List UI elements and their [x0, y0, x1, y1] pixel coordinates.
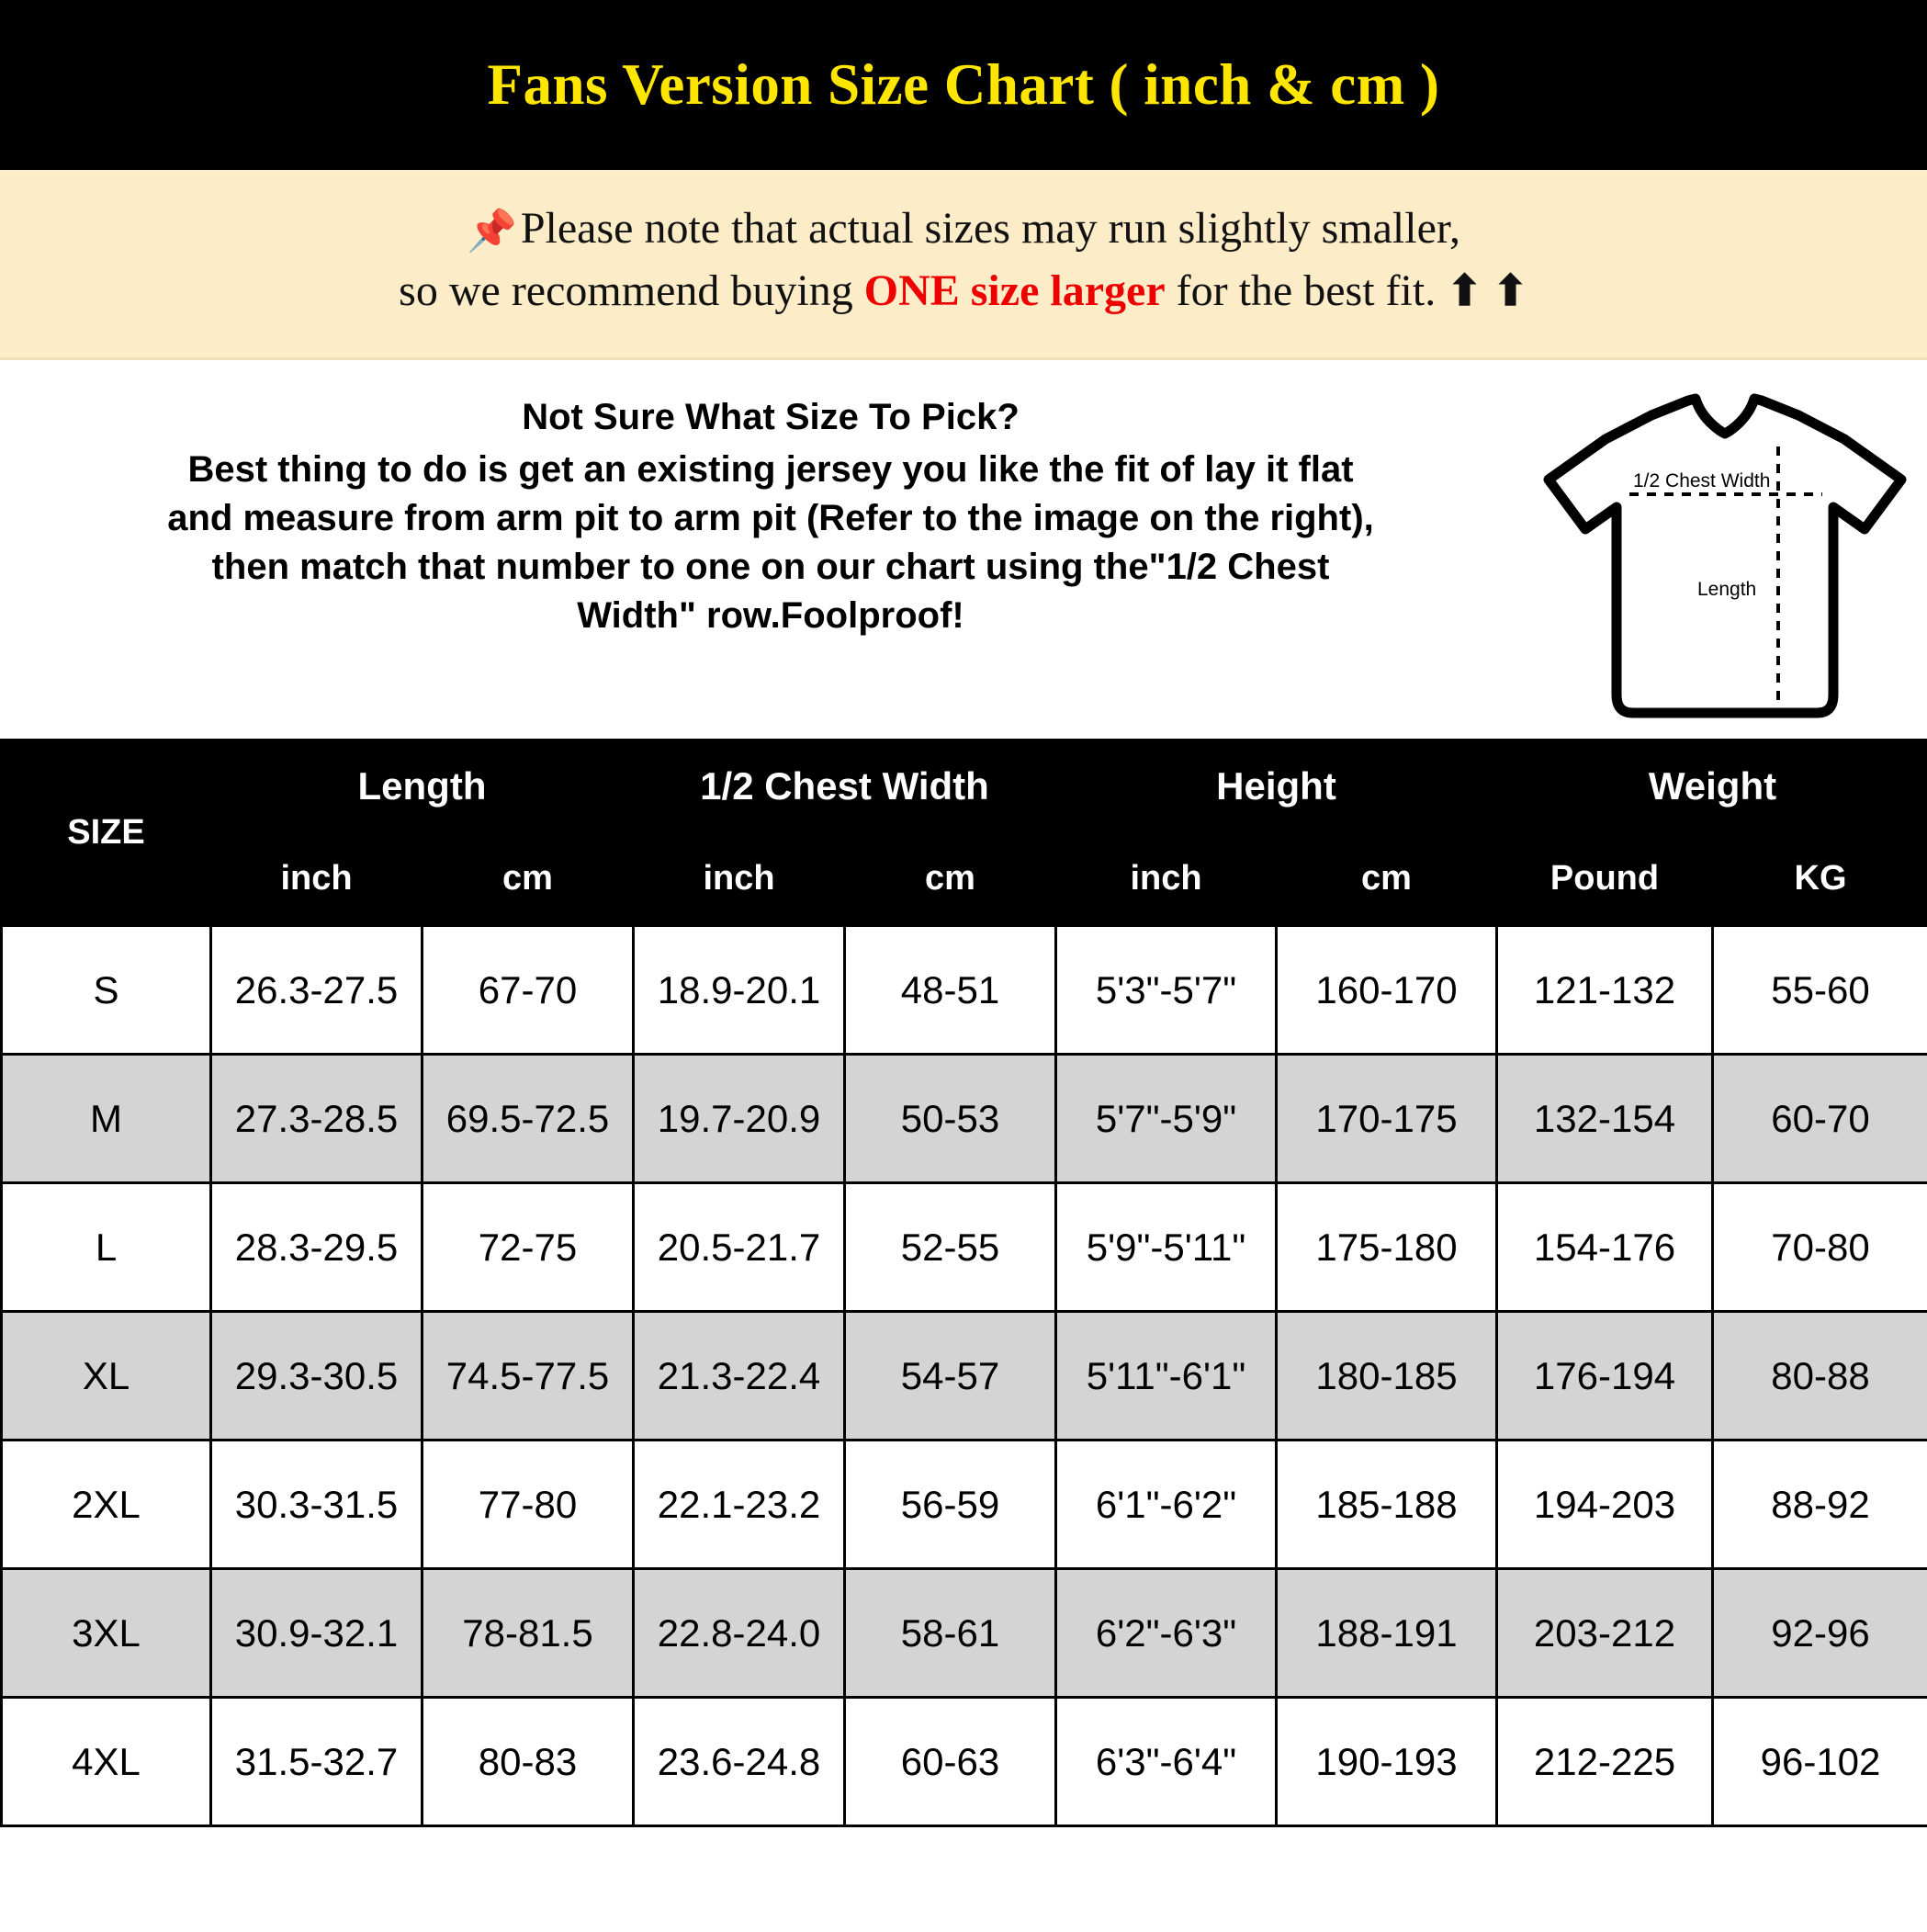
length-label: Length — [1697, 579, 1757, 601]
cell-height-inch: 6'3"-6'4" — [1056, 1698, 1277, 1826]
table-row — [2, 1441, 1927, 1569]
cell-height-inch: 6'1"-6'2" — [1056, 1441, 1277, 1569]
cell-size: S — [2, 926, 211, 1055]
cell-length-cm: 77-80 — [423, 1441, 634, 1569]
title-bar — [0, 0, 1927, 170]
cell-size: M — [2, 1055, 211, 1183]
header-unit-weight-kg: KG — [1713, 832, 1927, 926]
table-unit-header-row — [2, 832, 1927, 926]
size-table — [0, 739, 1927, 1827]
info-body-line-2: and measure from arm pit to arm pit (Refer to the image on the right), — [167, 498, 1374, 539]
cell-length-inch: 26.3-27.5 — [211, 926, 423, 1055]
cell-chest-inch: 19.7-20.9 — [634, 1055, 845, 1183]
cell-length-inch: 31.5-32.7 — [211, 1698, 423, 1826]
cell-chest-inch: 18.9-20.1 — [634, 926, 845, 1055]
page-title: Fans Version Size Chart ( inch & cm ) — [487, 52, 1440, 117]
cell-weight-pound: 121-132 — [1497, 926, 1713, 1055]
cell-height-cm: 188-191 — [1277, 1569, 1497, 1698]
info-heading: Not Sure What Size To Pick? — [522, 397, 1020, 438]
cell-chest-cm: 54-57 — [845, 1312, 1056, 1441]
header-group-length: Length — [211, 740, 634, 832]
table-row — [2, 926, 1927, 1055]
cell-chest-cm: 52-55 — [845, 1183, 1056, 1312]
cell-weight-pound: 132-154 — [1497, 1055, 1713, 1183]
cell-chest-cm: 56-59 — [845, 1441, 1056, 1569]
header-unit-length-cm: cm — [423, 832, 634, 926]
cell-chest-inch: 22.1-23.2 — [634, 1441, 845, 1569]
cell-size: 4XL — [2, 1698, 211, 1826]
cell-height-cm: 190-193 — [1277, 1698, 1497, 1826]
cell-weight-pound: 154-176 — [1497, 1183, 1713, 1312]
cell-height-cm: 160-170 — [1277, 926, 1497, 1055]
cell-length-inch: 30.9-32.1 — [211, 1569, 423, 1698]
note-text-2b: for the best fit. — [1165, 266, 1448, 316]
chest-width-label: 1/2 Chest Width — [1633, 470, 1771, 492]
table-head — [2, 740, 1927, 926]
cell-size: L — [2, 1183, 211, 1312]
note-text-1: Please note that actual sizes may run slightly smaller, — [520, 204, 1460, 253]
arrow-up-icon: ⬆ ⬆ — [1447, 267, 1528, 315]
t-shirt-measure-icon — [1541, 391, 1909, 722]
cell-height-cm: 175-180 — [1277, 1183, 1497, 1312]
info-body-line-4: Width" row.Foolproof! — [577, 594, 964, 636]
cell-weight-kg: 88-92 — [1713, 1441, 1927, 1569]
note-text-2a: so we recommend buying — [399, 266, 864, 316]
table-row — [2, 1569, 1927, 1698]
cell-length-inch: 27.3-28.5 — [211, 1055, 423, 1183]
table-row — [2, 1698, 1927, 1826]
info-body-line-3: then match that number to one on our chart using the"1/2 Chest — [211, 546, 1330, 587]
table-row — [2, 1055, 1927, 1183]
cell-chest-cm: 60-63 — [845, 1698, 1056, 1826]
note-line-2 — [37, 260, 1890, 322]
cell-height-inch: 5'11"-6'1" — [1056, 1312, 1277, 1441]
cell-weight-pound: 194-203 — [1497, 1441, 1713, 1569]
note-banner — [0, 170, 1927, 360]
cell-size: XL — [2, 1312, 211, 1441]
cell-height-cm: 180-185 — [1277, 1312, 1497, 1441]
cell-length-inch: 29.3-30.5 — [211, 1312, 423, 1441]
cell-weight-kg: 92-96 — [1713, 1569, 1927, 1698]
cell-height-inch: 6'2"-6'3" — [1056, 1569, 1277, 1698]
cell-chest-inch: 21.3-22.4 — [634, 1312, 845, 1441]
header-unit-chest-cm: cm — [845, 832, 1056, 926]
header-unit-height-inch: inch — [1056, 832, 1277, 926]
header-group-height: Height — [1056, 740, 1497, 832]
cell-weight-kg: 80-88 — [1713, 1312, 1927, 1441]
cell-height-cm: 185-188 — [1277, 1441, 1497, 1569]
cell-length-inch: 30.3-31.5 — [211, 1441, 423, 1569]
cell-weight-kg: 70-80 — [1713, 1183, 1927, 1312]
cell-chest-cm: 48-51 — [845, 926, 1056, 1055]
note-line-1 — [37, 198, 1890, 260]
cell-height-inch: 5'7"-5'9" — [1056, 1055, 1277, 1183]
cell-chest-inch: 22.8-24.0 — [634, 1569, 845, 1698]
table-row — [2, 1183, 1927, 1312]
header-unit-height-cm: cm — [1277, 832, 1497, 926]
cell-weight-pound: 203-212 — [1497, 1569, 1713, 1698]
cell-weight-pound: 212-225 — [1497, 1698, 1713, 1826]
header-group-weight: Weight — [1497, 740, 1927, 832]
cell-length-inch: 28.3-29.5 — [211, 1183, 423, 1312]
cell-weight-kg: 55-60 — [1713, 926, 1927, 1055]
cell-length-cm: 74.5-77.5 — [423, 1312, 634, 1441]
header-unit-weight-pound: Pound — [1497, 832, 1713, 926]
info-section — [0, 360, 1927, 739]
cell-height-inch: 5'9"-5'11" — [1056, 1183, 1277, 1312]
shirt-diagram-wrap — [1532, 388, 1918, 722]
cell-size: 3XL — [2, 1569, 211, 1698]
table-body — [2, 926, 1927, 1826]
cell-weight-pound: 176-194 — [1497, 1312, 1713, 1441]
pin-icon: 📌 — [467, 209, 517, 254]
cell-length-cm: 69.5-72.5 — [423, 1055, 634, 1183]
cell-chest-inch: 23.6-24.8 — [634, 1698, 845, 1826]
table-row — [2, 1312, 1927, 1441]
header-unit-chest-inch: inch — [634, 832, 845, 926]
cell-weight-kg: 96-102 — [1713, 1698, 1927, 1826]
cell-chest-cm: 58-61 — [845, 1569, 1056, 1698]
cell-length-cm: 67-70 — [423, 926, 634, 1055]
info-body-line-1: Best thing to do is get an existing jersey you like the fit of lay it flat — [187, 449, 1354, 491]
cell-height-inch: 5'3"-5'7" — [1056, 926, 1277, 1055]
table-group-header-row — [2, 740, 1927, 832]
cell-height-cm: 170-175 — [1277, 1055, 1497, 1183]
cell-length-cm: 72-75 — [423, 1183, 634, 1312]
cell-size: 2XL — [2, 1441, 211, 1569]
cell-length-cm: 80-83 — [423, 1698, 634, 1826]
cell-length-cm: 78-81.5 — [423, 1569, 634, 1698]
cell-chest-inch: 20.5-21.7 — [634, 1183, 845, 1312]
header-group-chest-width: 1/2 Chest Width — [634, 740, 1056, 832]
cell-weight-kg: 60-70 — [1713, 1055, 1927, 1183]
info-text — [9, 388, 1532, 639]
header-size: SIZE — [2, 740, 211, 926]
note-emphasis: ONE size larger — [863, 266, 1166, 316]
cell-chest-cm: 50-53 — [845, 1055, 1056, 1183]
header-unit-length-inch: inch — [211, 832, 423, 926]
